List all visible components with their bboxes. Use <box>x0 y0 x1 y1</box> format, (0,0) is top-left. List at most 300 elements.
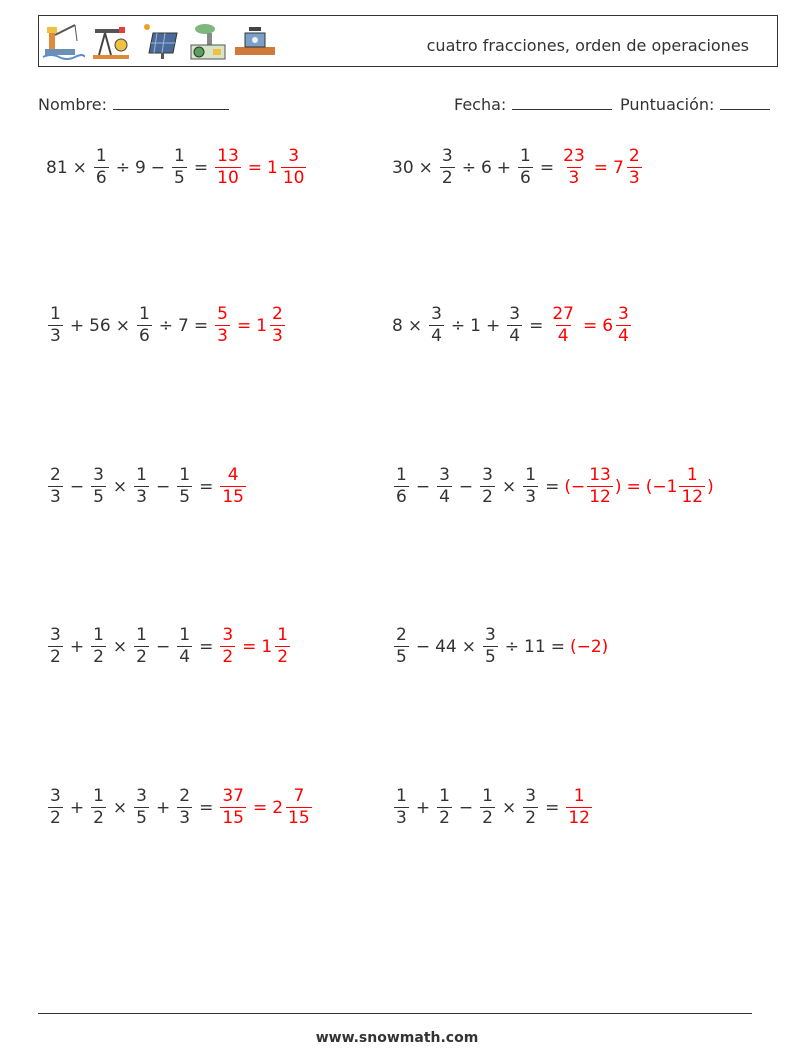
expression <box>392 627 570 666</box>
fraction-stack <box>523 467 538 506</box>
denominator: 4 <box>509 326 521 346</box>
denominator: 15 <box>222 808 244 828</box>
fraction-stack <box>48 627 63 666</box>
whole-part: 1 <box>267 157 278 178</box>
denominator: 2 <box>482 487 493 507</box>
expression <box>46 148 213 187</box>
fraction <box>213 148 243 187</box>
operator: − <box>458 797 474 818</box>
expression <box>46 627 218 666</box>
problem-7 <box>46 627 292 666</box>
numerator: 1 <box>439 786 450 806</box>
fraction-stack <box>91 788 106 827</box>
operator: + <box>155 797 171 818</box>
numerator: 37 <box>222 786 244 806</box>
fraction <box>92 148 111 187</box>
factory-icon <box>185 19 229 63</box>
number: 11 <box>524 636 546 657</box>
answer <box>218 627 292 666</box>
problem-10 <box>392 788 594 827</box>
fraction-stack <box>94 148 109 187</box>
answer <box>213 148 308 187</box>
numerator: 2 <box>50 465 61 485</box>
denominator: 3 <box>179 808 191 828</box>
numerator: 1 <box>136 625 147 645</box>
fraction <box>218 467 248 506</box>
numerator: 1 <box>686 465 698 485</box>
denominator: 2 <box>439 808 450 828</box>
fraction <box>46 467 65 506</box>
header-icons <box>41 18 277 64</box>
fraction <box>392 627 411 666</box>
denominator: 12 <box>589 487 611 507</box>
operator: × <box>418 157 433 178</box>
operator: − <box>458 476 474 497</box>
fraction <box>521 788 540 827</box>
operator: × <box>407 315 423 336</box>
operator: = <box>193 315 209 336</box>
fraction-stack <box>437 467 452 506</box>
date-blank[interactable] <box>512 95 612 110</box>
numerator: 27 <box>552 304 574 324</box>
numerator: 3 <box>439 465 450 485</box>
fraction <box>548 306 578 345</box>
footer-url: www.snowmath.com <box>315 1030 479 1046</box>
fraction-stack <box>172 148 187 187</box>
numerator: 3 <box>484 625 496 645</box>
operator: − <box>155 476 171 497</box>
operator: = <box>199 797 214 818</box>
operator: = <box>550 636 565 657</box>
denominator: 2 <box>441 168 453 188</box>
denominator: 12 <box>681 487 704 507</box>
numerator: 3 <box>222 625 234 645</box>
numerator: 3 <box>50 625 61 645</box>
denominator: 2 <box>482 808 493 828</box>
operator: = <box>199 476 214 497</box>
numerator: 2 <box>272 304 283 324</box>
whole-part: 2 <box>272 797 284 818</box>
operator: × <box>461 636 476 657</box>
operator: = <box>199 636 214 657</box>
operator: = <box>236 315 252 336</box>
fraction <box>170 148 189 187</box>
problem-2 <box>392 148 644 187</box>
fraction-stack <box>48 788 63 827</box>
fraction-stack <box>91 467 106 506</box>
fraction <box>132 788 151 827</box>
denominator: 12 <box>568 808 590 828</box>
numerator: 3 <box>525 786 537 806</box>
operator: + <box>69 797 85 818</box>
answer <box>559 148 644 187</box>
score-label: Puntuación: <box>620 95 715 114</box>
operator: + <box>69 315 85 336</box>
number: 30 <box>392 157 414 178</box>
operator: = <box>545 797 560 818</box>
fraction-stack <box>270 306 285 345</box>
fraction-stack <box>220 627 235 666</box>
number: 56 <box>89 315 111 336</box>
numerator: 3 <box>288 146 300 166</box>
operator: + <box>485 315 501 336</box>
denominator: 5 <box>396 647 407 667</box>
number: 7 <box>178 315 189 336</box>
numerator: 1 <box>95 146 107 166</box>
denominator: 6 <box>95 168 107 188</box>
denominator: 3 <box>396 808 407 828</box>
fraction <box>135 306 154 345</box>
fraction-stack <box>518 148 533 187</box>
fraction-stack <box>561 148 587 187</box>
denominator: 3 <box>136 487 147 507</box>
operator: × <box>72 157 87 178</box>
fraction <box>478 467 497 506</box>
fraction <box>46 306 65 345</box>
operator: = <box>193 157 209 178</box>
operator: × <box>112 636 128 657</box>
numerator: 1 <box>179 625 191 645</box>
numerator: 1 <box>520 146 531 166</box>
numerator: 1 <box>482 786 493 806</box>
denominator: 3 <box>628 168 640 188</box>
denominator: 2 <box>50 647 61 667</box>
number: ) <box>707 476 714 497</box>
denominator: 6 <box>520 168 531 188</box>
fraction <box>175 627 194 666</box>
numerator: 3 <box>618 304 629 324</box>
denominator: 10 <box>217 168 239 188</box>
fraction <box>677 467 707 506</box>
number: (−2) <box>569 636 609 657</box>
fraction <box>516 148 535 187</box>
number: 44 <box>435 636 457 657</box>
fraction-stack <box>440 148 455 187</box>
denominator: 5 <box>136 808 147 828</box>
operator: × <box>112 476 128 497</box>
fraction <box>585 467 615 506</box>
denominator: 4 <box>618 326 629 346</box>
operator: − <box>415 476 431 497</box>
numerator: 23 <box>563 146 585 166</box>
numerator: 1 <box>179 465 191 485</box>
numerator: 2 <box>628 146 640 166</box>
mixed-number <box>602 306 633 345</box>
denominator: 3 <box>568 168 580 188</box>
denominator: 3 <box>525 487 537 507</box>
numerator: 1 <box>50 304 61 324</box>
numerator: 3 <box>431 304 442 324</box>
expression <box>392 306 548 345</box>
fraction-stack <box>134 788 149 827</box>
fraction <box>132 467 151 506</box>
whole-part: 6 <box>602 315 614 336</box>
problem-3 <box>46 306 287 345</box>
fraction-stack <box>134 627 149 666</box>
denominator: 4 <box>439 487 450 507</box>
operator: = <box>545 476 560 497</box>
denominator: 15 <box>222 487 244 507</box>
denominator: 3 <box>272 326 283 346</box>
numerator: 1 <box>174 146 185 166</box>
name-label: Nombre: <box>38 95 107 114</box>
fraction <box>564 788 594 827</box>
answer <box>548 306 633 345</box>
numerator: 1 <box>396 786 407 806</box>
fraction-stack <box>281 148 307 187</box>
operator: ÷ <box>158 315 174 336</box>
fraction-stack <box>429 306 444 345</box>
fraction-stack <box>394 627 409 666</box>
fraction-stack <box>177 627 192 666</box>
numerator: 1 <box>573 786 585 806</box>
answer <box>570 637 608 657</box>
operator: ÷ <box>461 157 476 178</box>
operator: = <box>247 157 263 178</box>
fraction <box>392 467 411 506</box>
score-field <box>620 95 770 114</box>
numerator: 3 <box>482 465 493 485</box>
numerator: 3 <box>509 304 521 324</box>
numerator: 1 <box>525 465 537 485</box>
fraction <box>46 788 65 827</box>
denominator: 4 <box>179 647 191 667</box>
operator: − <box>415 636 431 657</box>
numerator: 3 <box>50 786 61 806</box>
fraction-stack <box>134 467 149 506</box>
numerator: 7 <box>293 786 305 806</box>
fraction <box>132 627 151 666</box>
numerator: 1 <box>396 465 407 485</box>
denominator: 2 <box>136 647 147 667</box>
fraction <box>89 467 108 506</box>
operator: ÷ <box>115 157 130 178</box>
pipeline-valve-icon <box>233 19 277 63</box>
number: 81 <box>46 157 68 178</box>
operator: = <box>539 157 555 178</box>
fraction-stack <box>566 788 592 827</box>
fraction-stack <box>137 306 152 345</box>
problem-1 <box>46 148 308 187</box>
denominator: 2 <box>525 808 537 828</box>
operator: = <box>593 157 609 178</box>
fraction-stack <box>627 148 642 187</box>
answer <box>564 467 713 506</box>
fraction <box>218 788 248 827</box>
numerator: 5 <box>217 304 228 324</box>
operator: × <box>115 315 130 336</box>
denominator: 6 <box>396 487 407 507</box>
fraction <box>175 788 194 827</box>
fraction-stack <box>215 306 230 345</box>
fraction <box>46 627 65 666</box>
number: 1 <box>470 315 481 336</box>
expression <box>46 788 218 827</box>
problem-9 <box>46 788 314 827</box>
fraction-stack <box>286 788 312 827</box>
fraction-stack <box>550 306 576 345</box>
worksheet-title: cuatro fracciones, orden de operaciones <box>426 36 749 55</box>
answer <box>218 467 248 506</box>
operator: + <box>415 797 431 818</box>
fraction-stack <box>220 788 246 827</box>
oil-rig-icon <box>41 19 85 63</box>
operator: = <box>529 315 544 336</box>
denominator: 2 <box>93 808 104 828</box>
denominator: 3 <box>217 326 228 346</box>
mixed-number <box>256 306 287 345</box>
operator: − <box>69 476 85 497</box>
expression <box>392 148 559 187</box>
date-field <box>454 95 612 114</box>
denominator: 5 <box>93 487 104 507</box>
denominator: 2 <box>222 647 234 667</box>
number: 9 <box>134 157 146 178</box>
fraction-stack <box>48 467 63 506</box>
expression <box>392 788 564 827</box>
fraction <box>218 627 237 666</box>
operator: ÷ <box>504 636 520 657</box>
denominator: 6 <box>138 326 150 346</box>
denominator: 5 <box>484 647 496 667</box>
numerator: 1 <box>277 625 289 645</box>
denominator: 4 <box>431 326 442 346</box>
fraction-stack <box>437 788 452 827</box>
fraction <box>175 467 194 506</box>
expression <box>392 467 564 506</box>
fraction <box>435 788 454 827</box>
fraction-stack <box>177 788 192 827</box>
number: ) <box>614 476 622 497</box>
expression <box>46 306 213 345</box>
numerator: 4 <box>227 465 239 485</box>
numerator: 3 <box>136 786 147 806</box>
mixed-number <box>272 788 313 827</box>
problem-5 <box>46 467 248 506</box>
fraction-stack <box>679 467 705 506</box>
fraction <box>435 467 454 506</box>
fraction-stack <box>220 467 246 506</box>
score-blank[interactable] <box>720 95 770 110</box>
operator: × <box>112 797 128 818</box>
operator: − <box>150 157 166 178</box>
fraction <box>89 788 108 827</box>
fraction-stack <box>616 306 631 345</box>
problem-4 <box>392 306 633 345</box>
fraction <box>478 788 497 827</box>
mixed-number <box>613 148 644 187</box>
fraction-stack <box>394 467 409 506</box>
number: (− <box>564 476 586 497</box>
whole-part: 7 <box>613 157 624 178</box>
operator: + <box>496 157 512 178</box>
numerator: 1 <box>136 465 147 485</box>
operator: × <box>501 476 517 497</box>
mixed-number <box>261 627 292 666</box>
denominator: 15 <box>288 808 310 828</box>
fraction-stack <box>48 306 63 345</box>
operator: = <box>582 315 598 336</box>
numerator: 2 <box>179 786 191 806</box>
numerator: 1 <box>93 625 104 645</box>
fraction-stack <box>275 627 290 666</box>
answer <box>564 788 594 827</box>
denominator: 5 <box>174 168 185 188</box>
answer <box>218 788 313 827</box>
name-field <box>38 95 229 114</box>
worksheet-header <box>38 15 778 67</box>
fraction <box>521 467 540 506</box>
answer <box>213 306 287 345</box>
numerator: 13 <box>589 465 611 485</box>
expression <box>46 467 218 506</box>
numerator: 13 <box>217 146 239 166</box>
operator: = <box>242 636 257 657</box>
operator: = <box>626 476 641 497</box>
fraction-stack <box>523 788 538 827</box>
fraction-stack <box>215 148 241 187</box>
name-blank[interactable] <box>113 95 229 110</box>
numerator: 1 <box>93 786 104 806</box>
denominator: 2 <box>50 808 61 828</box>
fraction-stack <box>91 627 106 666</box>
fraction-stack <box>177 467 192 506</box>
fraction <box>559 148 589 187</box>
fraction-stack <box>480 467 495 506</box>
operator: × <box>501 797 517 818</box>
denominator: 2 <box>277 647 289 667</box>
operator: = <box>252 797 268 818</box>
number: 6 <box>480 157 492 178</box>
whole-part: 1 <box>256 315 268 336</box>
fraction-stack <box>394 788 409 827</box>
problem-8 <box>392 627 608 666</box>
solar-panel-icon <box>137 19 181 63</box>
fraction <box>89 627 108 666</box>
denominator: 3 <box>50 487 61 507</box>
numerator: 3 <box>441 146 453 166</box>
numerator: 3 <box>93 465 104 485</box>
denominator: 2 <box>93 647 104 667</box>
fraction-stack <box>587 467 613 506</box>
operator: ÷ <box>450 315 466 336</box>
operator: + <box>69 636 85 657</box>
numerator: 1 <box>138 304 150 324</box>
fraction-stack <box>480 788 495 827</box>
numerator: 2 <box>396 625 407 645</box>
fraction-stack <box>507 306 522 345</box>
fraction <box>213 306 232 345</box>
fraction <box>505 306 524 345</box>
fraction <box>392 788 411 827</box>
denominator: 5 <box>179 487 191 507</box>
problem-6 <box>392 467 714 506</box>
mixed-number <box>267 148 308 187</box>
whole-part: 1 <box>261 636 273 657</box>
date-label: Fecha: <box>454 95 507 114</box>
fraction <box>481 627 500 666</box>
fraction <box>438 148 457 187</box>
denominator: 4 <box>557 326 569 346</box>
number: (−1 <box>645 476 678 497</box>
operator: − <box>155 636 171 657</box>
fraction <box>427 306 446 345</box>
fraction-stack <box>483 627 498 666</box>
denominator: 3 <box>50 326 61 346</box>
denominator: 10 <box>282 168 305 188</box>
footer-divider <box>38 1013 752 1014</box>
number: 8 <box>392 315 403 336</box>
